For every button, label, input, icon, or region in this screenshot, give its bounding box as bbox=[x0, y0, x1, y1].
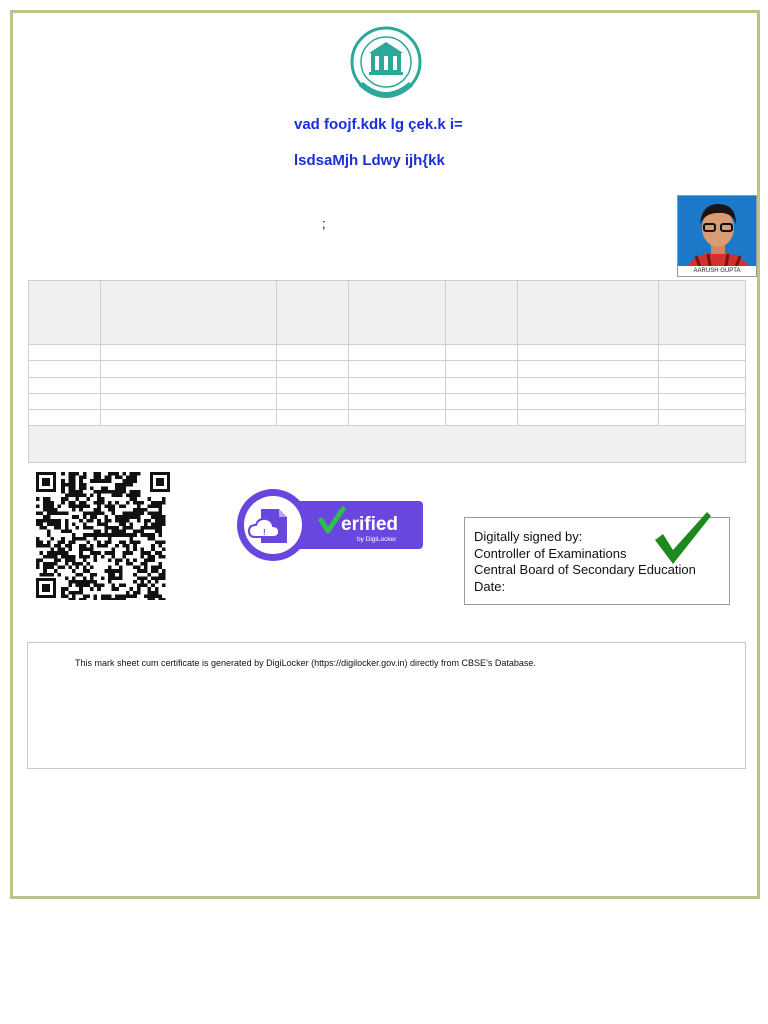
table-header-cell bbox=[101, 281, 277, 345]
table-header-cell bbox=[29, 281, 101, 345]
verified-digilocker-badge bbox=[235, 487, 425, 563]
student-photo bbox=[677, 195, 757, 277]
table-row bbox=[29, 393, 746, 409]
table-row bbox=[29, 361, 746, 377]
verified-word: erified bbox=[341, 514, 399, 535]
table-row bbox=[29, 409, 746, 425]
signature-line-3: Central Board of Secondary Education bbox=[474, 562, 696, 577]
cbse-logo-icon bbox=[349, 26, 423, 106]
table-header-cell bbox=[659, 281, 746, 345]
table-header-cell bbox=[446, 281, 518, 345]
marks-table bbox=[28, 280, 746, 463]
table-header-cell bbox=[349, 281, 446, 345]
separator-mark: ; bbox=[322, 216, 326, 231]
exam-name-heading: lsdsaMjh Ldwy ijh{kk bbox=[294, 152, 445, 169]
footer-note-text: This mark sheet cum certificate is generated by DigiLocker (https://digilocker.gov.in) directly from CBSE’s Database. bbox=[75, 658, 536, 668]
qr-code-icon[interactable] bbox=[34, 470, 172, 600]
footer-note-box bbox=[27, 642, 746, 769]
signature-line-2: Controller of Examinations bbox=[474, 545, 627, 561]
table-row bbox=[29, 377, 746, 393]
photo-caption: AARUSH GUPTA bbox=[693, 268, 741, 274]
table-header-cell bbox=[518, 281, 659, 345]
board-name-heading: vad foojf.kdk lg çek.k i= bbox=[294, 116, 463, 133]
signature-line-4: Date: bbox=[474, 578, 506, 594]
table-header-cell bbox=[277, 281, 349, 345]
verified-by-label: by DigiLocker bbox=[357, 536, 397, 543]
svg-text:!: ! bbox=[263, 528, 266, 537]
table-footer-row bbox=[29, 425, 746, 462]
table-row bbox=[29, 345, 746, 361]
student-portrait-image bbox=[678, 196, 757, 277]
signature-valid-check-icon bbox=[651, 510, 713, 566]
table-header-row bbox=[29, 281, 746, 345]
signature-line-1: Digitally signed by: bbox=[474, 529, 583, 544]
